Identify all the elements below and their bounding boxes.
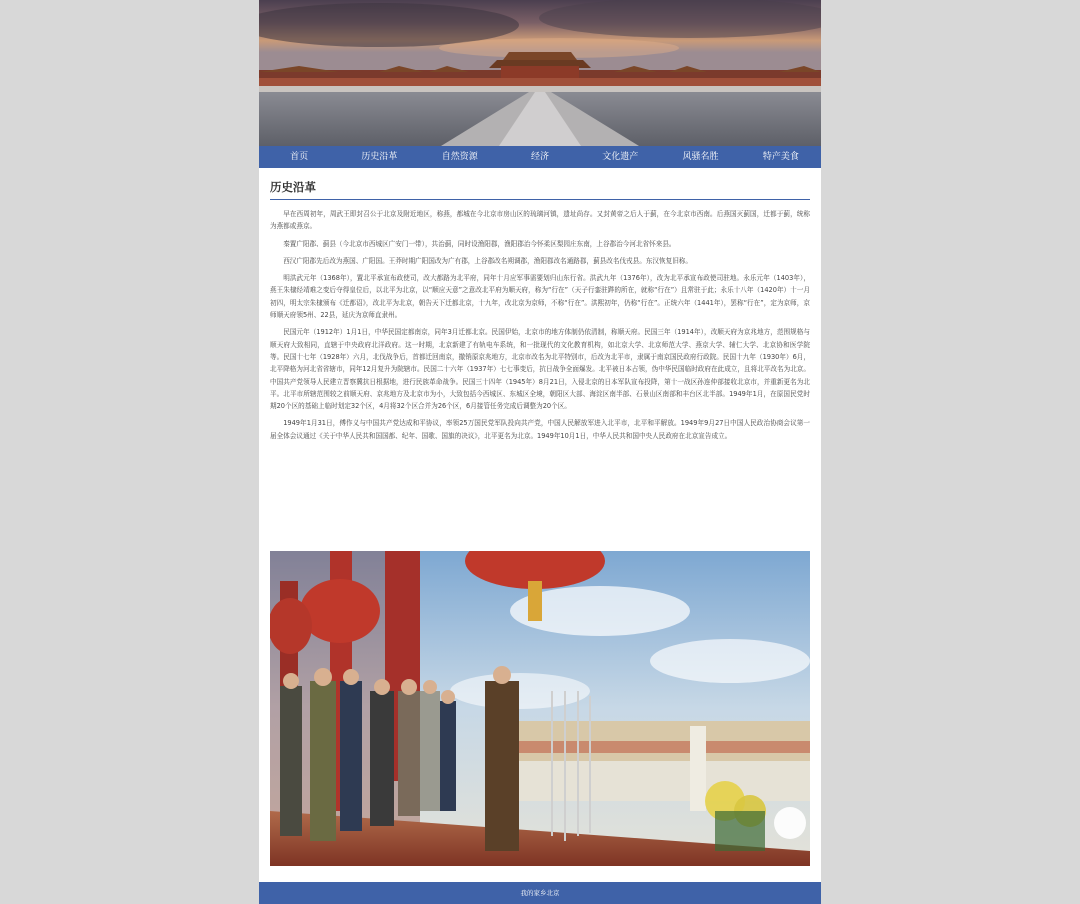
- article-body: [270, 208, 810, 442]
- nav-item-economy[interactable]: 经济: [530, 152, 549, 162]
- nav-item-scenic-spots[interactable]: 风骚名胜: [682, 152, 719, 162]
- painting-illustration: [270, 551, 810, 866]
- paragraph: 西汉广阳郡先后改为燕国、广阳国。王莽时期广阳国改为广有郡，上谷郡改名朔调郡，渔阳郡改名通路郡，蓟县改名伐戎县。东汉恢复旧称。: [283, 256, 692, 265]
- main-content: [270, 168, 810, 447]
- paragraph: 1949年1月31日，傅作义与中国共产党达成和平协议，率领25万国民党军队投向共产党，中国人民解放军进入北平市，北平和平解放。1949年9月27日中国人民政治协商会议第一届全体会议通过《关于中华人民共和国国都、纪年、国歌、国旗的决议》，北平更名为北京。1949年10月1日，中华人民共和国中央人民政府在北京宣告成立。: [270, 419, 810, 440]
- page-container: [259, 0, 821, 904]
- nav-item-natural-resources[interactable]: 自然资源: [441, 152, 478, 162]
- nav-item-home[interactable]: 首页: [290, 152, 309, 162]
- main-navigation: [259, 146, 821, 168]
- footer: 我的家乡北京: [259, 882, 821, 904]
- section-title: 历史沿革: [270, 180, 810, 200]
- paragraph: 秦置广阳郡、蓟县（今北京市西城区广安门一带），共治蓟，同时设渔阳郡，渔阳郡治今怀柔区梨园庄东南，上谷郡治今河北省怀来县。: [283, 239, 676, 248]
- paragraph: 明洪武元年（1368年），置北平承宣布政使司，改大都路为北平府，同年十月应军事需要划归山东行省。洪武九年（1376年），改为北平承宣布政使司驻地。永乐元年（1403年），燕王朱棣经靖难之变后夺得皇位后，以北平为北京，以“顺应天意”之意改北平府为顺天府，称为“行在”（天子行銮驻跸的所在，就称“行在”）且常驻于此；永乐十八年（1420年）十一月初四，明太宗朱棣颁布《迁都诏》，改北平为北京，朝告天下迁都北京，十九年，改北京为京师，不称“行在”。洪熙初年，仍称“行在”。正统六年（1441年），罢称“行在”，定为京师，京师顺天府领5州、22县，延庆为京师直隶州。: [270, 274, 810, 320]
- nav-item-cultural-heritage[interactable]: 文化遗产: [602, 152, 639, 162]
- paragraph: 早在西周初年，周武王即封召公于北京及附近地区，称燕，都城在今北京市房山区的琉璃河镇，遗址尚存。又封黄帝之后人于蓟，在今北京市西南。后燕国灭蓟国，迁都于蓟，统称为燕都或燕京。: [270, 210, 810, 231]
- founding-ceremony-painting: [270, 551, 810, 866]
- nav-item-local-food[interactable]: 特产美食: [762, 152, 799, 162]
- paragraph: 民国元年（1912年）1月1日，中华民国定都南京，同年3月迁都北京。民国伊始，北京市的地方体制仍依清制，称顺天府。民国三年（1914年），改顺天府为京兆地方，范围规格与顺天府大致相同，直辖于中央政府北洋政府。这一时期，北京新建了有轨电车系统，和一批现代的文化教育机构，如北京大学、北京师范大学、燕京大学、辅仁大学、北京协和医学院等。民国十七年（1928年）六月，北伐战争后，首都迁回南京，撤销原京兆地方，北京市改名为北平特别市，后改为北平市，隶属于南京国民政府行政院。民国十九年（1930年）6月，北平降格为河北省省辖市，同年12月复升为院辖市。民国二十六年（1937年）七七事变后，抗日战争全面爆发。北平被日本占领，伪中华民国临时政府在此成立，且将北平改名为北京。中国共产党领导人民建立晋察冀抗日根据地，进行民族革命战争。民国三十四年（1945年）8月21日，入侵北京的日本军队宣布投降，第十一战区孙连仲部接收北京市，并重新更名为北平。北平市所辖范围较之前顺天府、京兆地方及北京市为小，大致包括今西城区、东城区全境，朝阳区大部、海淀区南半部、石景山区南部和丰台区北半部。1949年1月，在原国民党时期20个区的基础上临时划定32个区，4月将32个区合并为26个区，6月接管任务完成后调整为20个区。: [270, 328, 810, 411]
- banner-forbidden-city-image: [259, 0, 821, 146]
- nav-item-history[interactable]: 历史沿革: [361, 152, 398, 162]
- banner-illustration: [259, 0, 821, 146]
